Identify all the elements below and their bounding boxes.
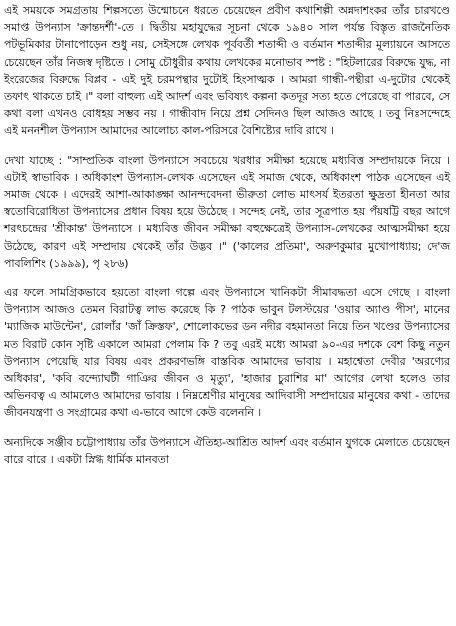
paragraph-1: এই সময়কে সমগ্রতায় শিল্পসত্যে উন্মোচনে ধরতে চেয়েছেন প্রবীণ কথাশিল্পী অন্নদাশংকর তাঁর চারখণ্ডে সমাপ্ত উপন্যাস 'ক্রান্তদর্শী'-তে । দ্বিতীয় মহাযুদ্ধের সূচনা থেকে ১৯৪০ সাল পর্যন্ত বিস্তৃত রাজনৈতিক পটভূমিকার টানাপোড়েন শুধু নয়, সেইসঙ্গে লেখক পূর্ববর্তী শতাব্দী ও বর্তমান শতাব্দীর মূল্যায়নে আসতে চেয়েছেন তাঁর নিজস্ব দৃষ্টিতে । সোমু চৌধুরীর কথায় লেখকের মনোভাব স্পষ্ট : "হিটলারের বিরুদ্ধে যুদ্ধ, না ইংরেজের বিরুদ্ধে বিপ্লব - এই দুই চরমপন্থার দুটোই হিংসাত্মক । আমরা গান্ধী-পন্থীরা এ-দুটোর থেকেই তফাৎ থাকতে চাই ।" বলা বাহুল্য এই আদর্শ এবং ভবিষ্যৎ কল্পনা কতদূর সত্য হতে পেরেছে বা পারবে, সে কথা বলা এখনও বোধহয় সম্ভব নয় । গান্ধীবাদ নিয়ে প্রশ্ন সেদিনও ছিল আজও আছে । তবু নিঃসন্দেহে এই মননশীল উপন্যাস আমাদের আলোচ্য কাল-পরিসরে বৈশিষ্ট্যের দাবি রাখে । bbox=[4, 4, 450, 138]
paragraph-3: এর ফলে সামগ্রিকভাবে হয়তো বাংলা গল্পে এবং উপন্যাসে খানিকটা সীমাবদ্ধতা এসে গেছে । বাংলা উপন্যাস আজও তেমন বিরাটত্ব লাভ করেছে কি ? পাঠক ভাবুন টলস্টয়ের 'ওয়ার অ্যাণ্ড পীস', মানের 'ম্যাজিক মাউন্টেন', রোলাঁর 'জাঁ ক্রিস্তফ', শোলোকভের ডন নদীর বহমানতা নিয়ে তিন খণ্ডের উপন্যাসের মত বিরাট কোন সৃষ্টি একালে আমরা পেলাম কি ? তবু এরই মধ্যে আমরা ৯০-এর দশকে বেশ কিছু নতুন উপন্যাস পেয়েছি যার বিষয় এবং প্রকরণভঙ্গি বাস্তবিক আমাদের ভাবায় । মহাশ্বেতা দেবীর 'অরণ্যের অধিকার', 'কবি বন্দ্যোঘটী গাঞির জীবন ও মৃত্যু', 'হাজার চুরাশির মা' আগের লেখা হলেও তার অভিনবত্ব এ আমলেও আমাদের ভাবায় । নিম্নশ্রেণীর মানুষের আদিবাসী সম্প্রদায়ের মানুষের কথা - তাদের জীবনযন্ত্রণা ও সংগ্রামের কথা এ-ভাবে আগে কেউ বলেননি । bbox=[4, 286, 450, 420]
paragraph-gap bbox=[4, 272, 450, 284]
paragraph-2: দেখা যাচ্ছে : "সাম্প্রতিক বাংলা উপন্যাসে সবচেয়ে খরধার সমীক্ষা হয়েছে মধ্যবিত্ত সম্প্রদায়কে নিয়ে । এটাই স্বাভাবিক । অধিকাংশ উপন্যাস-লেখক এসেছেন এই সমাজ থেকে, অধিকাংশ পাঠক এসেছেন এই সমাজ থেকে । এদেরই আশা-আকাঙ্ক্ষা আনন্দবেদনা ভীরুতা লোভ মাৎসর্য ইতরতা ক্ষুদ্রতা হীনতা আর স্বতোবিরোধিতা উপন্যাসের প্রধান বিষয় হয়ে উঠেছে । সন্দেহ নেই, তার সূত্রপাত হয় পঁয়ষট্টি বছর আগে শরৎচন্দ্রের 'শ্রীকান্ত' উপন্যাসে । মধ্যবিত্ত জীবন সমীক্ষা বহুক্ষেত্রেই উপন্যাস-লেখকের আত্মসমীক্ষা হয়ে উঠেছে, কারণ এই সম্প্রদায় থেকেই তাঁর উদ্ভব ।" ('কালের প্রতিমা', অরুণকুমার মুখোপাধ্যায়; দে'জ পাবলিশিং (১৯৯৯), পৃ ২৮৬) bbox=[4, 153, 450, 270]
paragraph-gap bbox=[4, 140, 450, 152]
paragraph-4: অন্যদিকে সঞ্জীব চট্টোপাধ্যায় তাঁর উপন্যাসে ঐতিহ্য-আশ্রিত আদর্শ এবং বর্তমান যুগকে মেলাতে চেয়েছেন বারে বারে । একটা স্নিগ্ধ ধার্মিক মানবতা bbox=[4, 435, 450, 466]
paragraph-gap bbox=[4, 422, 450, 434]
document-page bbox=[4, 2, 450, 622]
